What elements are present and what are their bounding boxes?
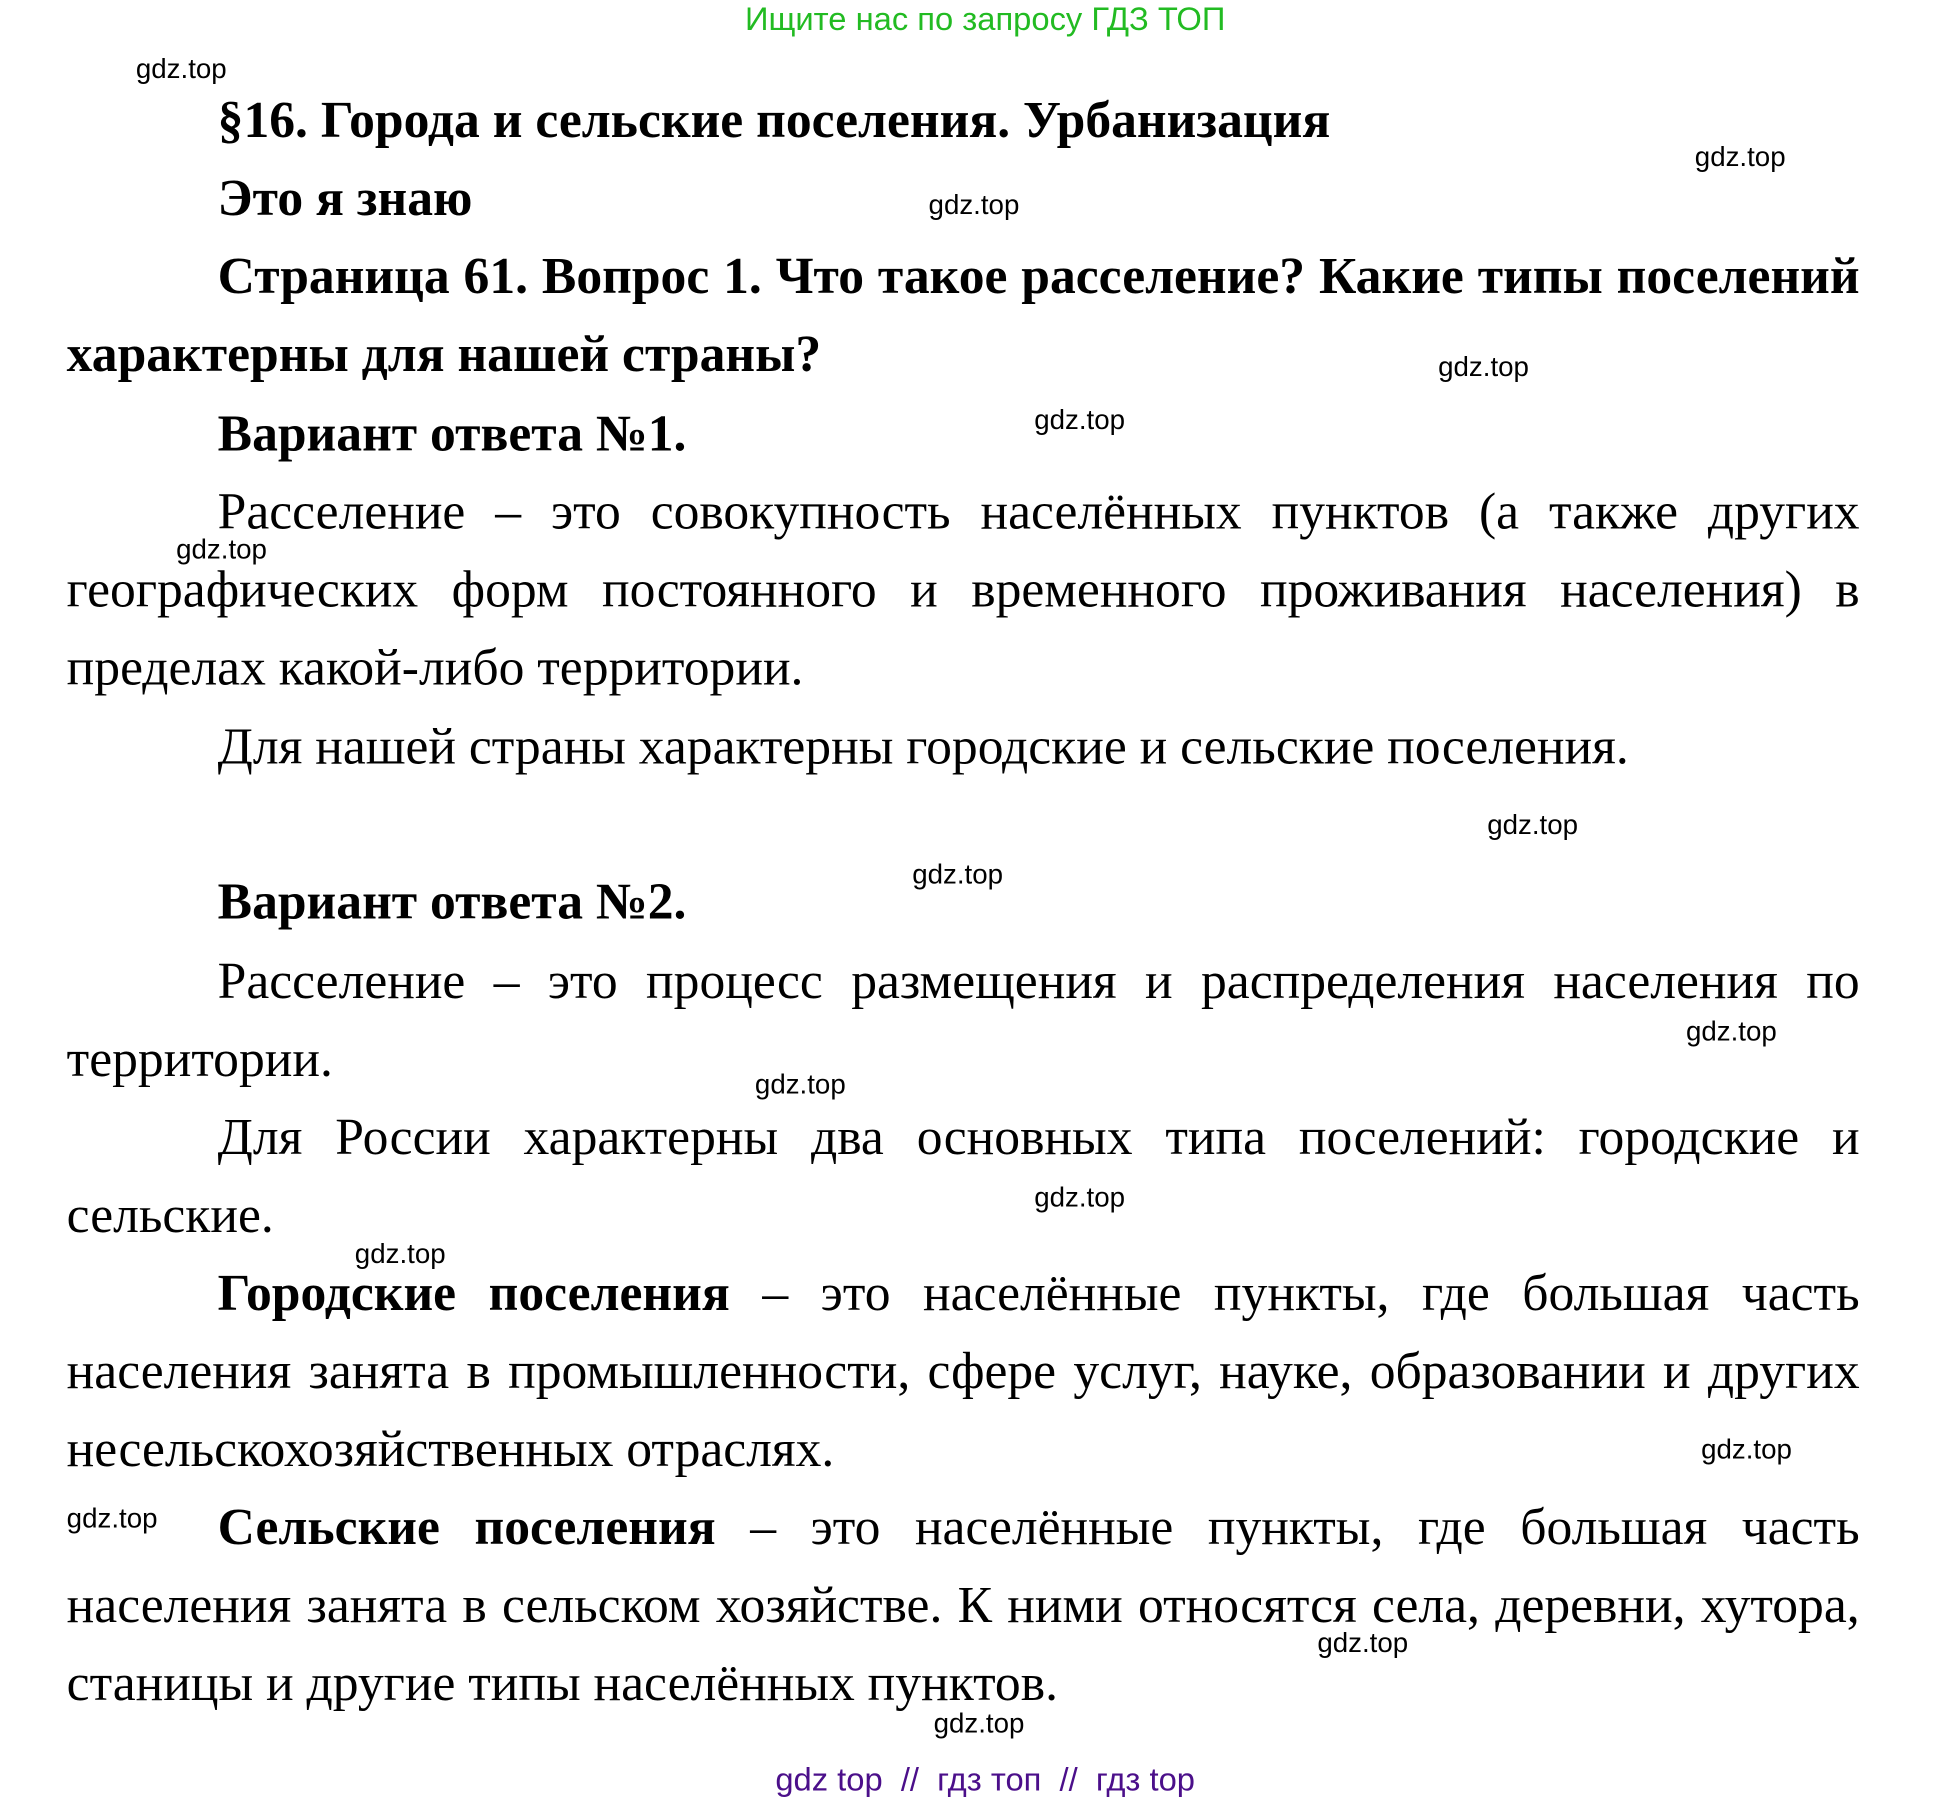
watermark: gdz.top [66,1502,158,1534]
urban-settlements [67,1253,1860,1487]
watermark: gdz.top [1034,1181,1126,1213]
watermark: gdz.top [1685,1015,1777,1047]
watermark: gdz.top [1317,1626,1409,1659]
rural-definition: – это населённые пункты, где большая часть населения занята в сельском хозяйстве. К ними относятся села, деревни, хутора, станицы и другие типы населённых пунктов. [66,1497,1860,1712]
watermark: gdz.top [912,858,1004,890]
footer-links[interactable]: gdz top // гдз топ // гдз top [775,1760,1195,1798]
watermark: gdz.top [1034,403,1126,436]
variant1-heading: Вариант ответа №1. [217,403,687,462]
watermark: gdz.top [1487,809,1578,841]
watermark: gdz.top [928,188,1020,221]
subtitle: Это я знаю [217,168,473,227]
variant1-definition: Расселение – это совокупность населённых пунктов (а также других географических форм постоянного и временного проживания населения) в пределах какой-либо территории. [66,481,1860,696]
urban-definition: – это населённые пункты, где большая часть населения занята в промышленности, сфере услуг, науке, образовании и других несельскохозяйственных отраслях. [66,1263,1860,1478]
variant1-types: Для нашей страны характерны городские и сельские поселения. [217,717,1629,776]
watermark: gdz.top [933,1707,1025,1739]
watermark: gdz.top [754,1068,846,1100]
watermark: gdz.top [1694,140,1786,173]
variant2-types: Для России характерны два основных типа поселений: городские и сельские. [66,1107,1860,1244]
variant2-definition: Расселение – это процесс размещения и распределения населения по территории. [66,951,1860,1088]
variant2-heading: Вариант ответа №2. [217,871,687,930]
urban-term: Городские поселения [217,1263,730,1322]
watermark: gdz.top [176,533,267,565]
watermark: gdz.top [354,1238,446,1270]
section-title: §16. Города и сельские поселения. Урбанизация [217,90,1331,149]
search-banner: Ищите нас по запросу ГДЗ ТОП [744,0,1226,38]
rural-settlements [67,1487,1860,1721]
watermark: gdz.top [1701,1433,1792,1465]
watermark: gdz.top [1438,351,1529,383]
rural-term: Сельские поселения [217,1497,716,1556]
question: Страница 61. Вопрос 1. Что такое расселение? Какие типы поселений характерны для нашей страны? [66,246,1860,383]
watermark: gdz.top [135,52,227,85]
